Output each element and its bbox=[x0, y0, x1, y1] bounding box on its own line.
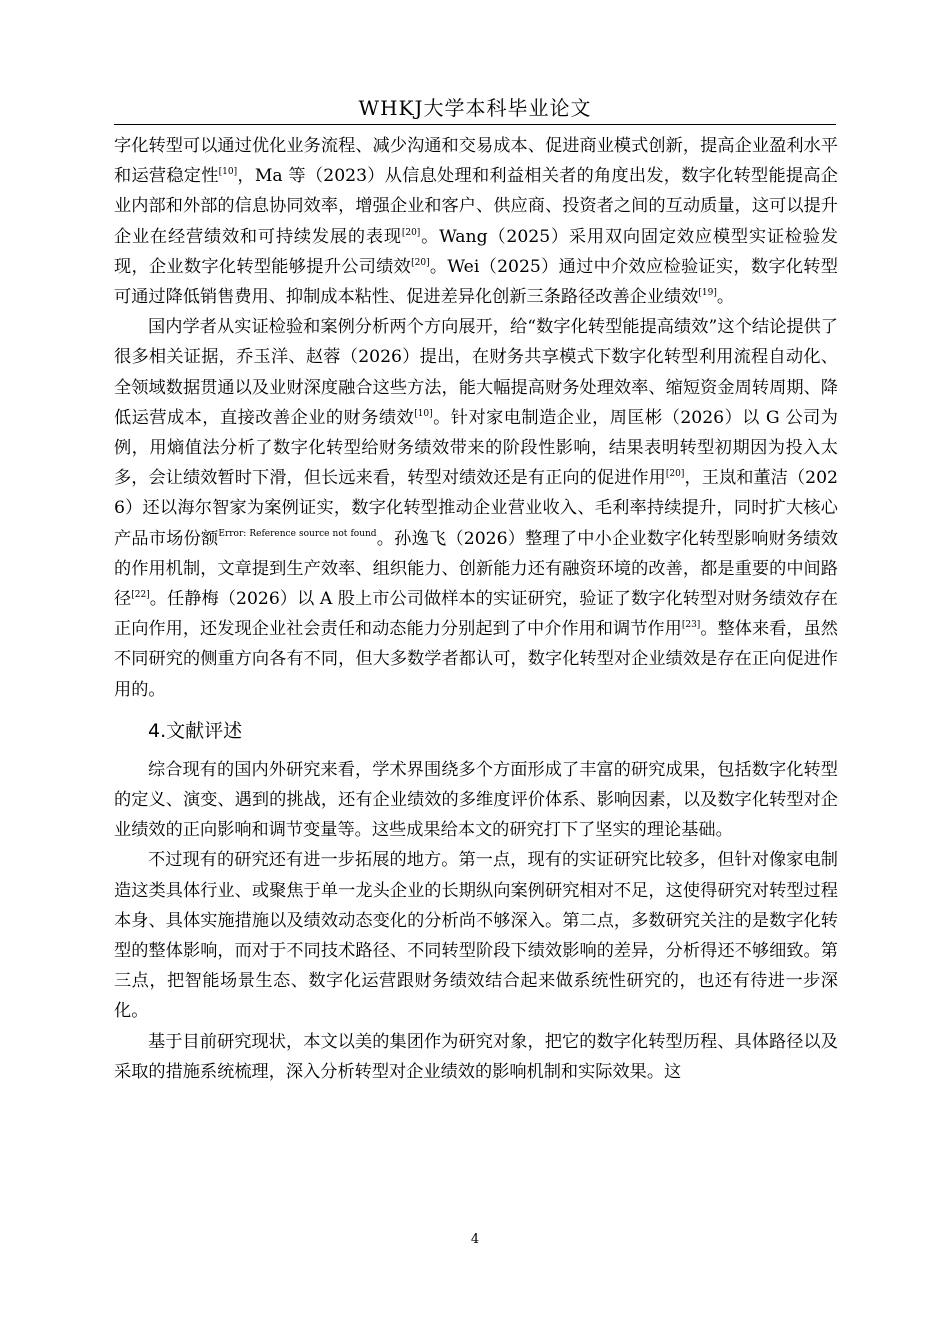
paragraph-3: 综合现有的国内外研究来看，学术界围绕多个方面形成了丰富的研究成果，包括数字化转型的定义、演变、遇到的挑战，还有企业绩效的多维度评价体系、影响因素，以及数字化转型对企业绩效的正向影响和调节变量等。这些成果给本文的研究打下了坚实的理论基础。 bbox=[114, 759, 838, 841]
header-rule bbox=[114, 124, 836, 125]
paragraph-4: 不过现有的研究还有进一步拓展的地方。第一点，现有的实证研究比较多，但针对像家电制造这类具体行业、或聚焦于单一龙头企业的长期纵向案例研究相对不足，这使得研究对转型过程本身、具体实施措施以及绩效动态变化的分析尚不够深入。第二点，多数研究关注的是数字化转型的整体影响，而对于不同技术路径、不同转型阶段下绩效影响的差异，分析得还不够细致。第三点，把智能场景生态、数字化运营跟财务绩效结合起来做系统性研究的，也还有待进一步深化。 bbox=[114, 850, 838, 1022]
citation: [19] bbox=[698, 288, 717, 299]
header-title: WHKJ大学本科毕业论文 bbox=[358, 96, 592, 120]
citation: [10] bbox=[414, 408, 433, 419]
paragraph-2: 国内学者从实证检验和案例分析两个方向展开，给“数字化转型能提高绩效”这个结论提供了很多相关证据，乔玉洋、赵蓉（2026）提出，在财务共享模式下数字化转型利用流程自动化、全领域数据贯通以及业财深度融合这些方法，能大幅提高财务处理效率、缩短资金周转周期、降低运营成本，直接改善企业的财务绩效[10]。针对家电制造企业，周匡彬（2026）以 G 公司为例，用熵值法分析了数字化转型给财务绩效带来的阶段性影响，结果表明转型初期因为投入太多，会让绩效暂时下滑，但长远来看，转型对绩效还是有正向的促进作用[20]，王岚和董洁（2026）还以海尔智家为案例证实，数字化转型推动企业营业收入、毛利率持续提升，同时扩大核心产品市场份额$^{Error: Reference source not found}$。孙逸飞（2026）整理了中小企业数字化转型影响财务绩效的作用机制，文章提到生产效率、组织能力、创新能力还有融资环境的改善，都是重要的中间路径[22]。任静梅（2026）以 A 股上市公司做样本的实证研究，验证了数字化转型对财务绩效存在正向作用，还发现企业社会责任和动态能力分别起到了中介作用和调节作用[23]。整体来看，虽然不同研究的侧重方向各有不同，但大多数学者都认可，数字化转型对企业绩效是存在正向促进作用的。 bbox=[114, 317, 838, 700]
reference-error: Error: Reference source not found bbox=[218, 528, 377, 539]
citation: [20] bbox=[411, 257, 430, 268]
body-text bbox=[114, 131, 838, 1087]
citation: [23] bbox=[681, 620, 701, 631]
paragraph-1: 字化转型可以通过优化业务流程、减少沟通和交易成本、促进商业模式创新，提高企业盈利水平和运营稳定性[10]，Ma 等（2023）从信息处理和利益相关者的角度出发，数字化转型能提高企业内部和外部的信息协同效率，增强企业和客户、供应商、投资者之间的互动质量，这可以提升企业在经营绩效和可持续发展的表现[20]。Wang（2025）采用双向固定效应模型实证检验发现，企业数字化转型能够提升公司绩效[20]。Wei（2025）通过中介效应检验证实，数字化转型可通过降低销售费用、抑制成本粘性、促进差异化创新三条路径改善企业绩效[19]。 bbox=[114, 136, 838, 308]
section-heading: 4.文献评述 bbox=[148, 719, 243, 742]
running-header bbox=[114, 93, 836, 123]
citation: [20] bbox=[665, 469, 685, 480]
citation: [20] bbox=[401, 227, 421, 238]
paragraph-5: 基于目前研究现状，本文以美的集团作为研究对象，把它的数字化转型历程、具体路径以及采取的措施系统梳理，深入分析转型对企业绩效的影响机制和实际效果。这 bbox=[114, 1031, 838, 1082]
page-number: 4 bbox=[470, 1232, 480, 1247]
citation: [10] bbox=[218, 167, 238, 178]
citation: [22] bbox=[131, 590, 150, 601]
